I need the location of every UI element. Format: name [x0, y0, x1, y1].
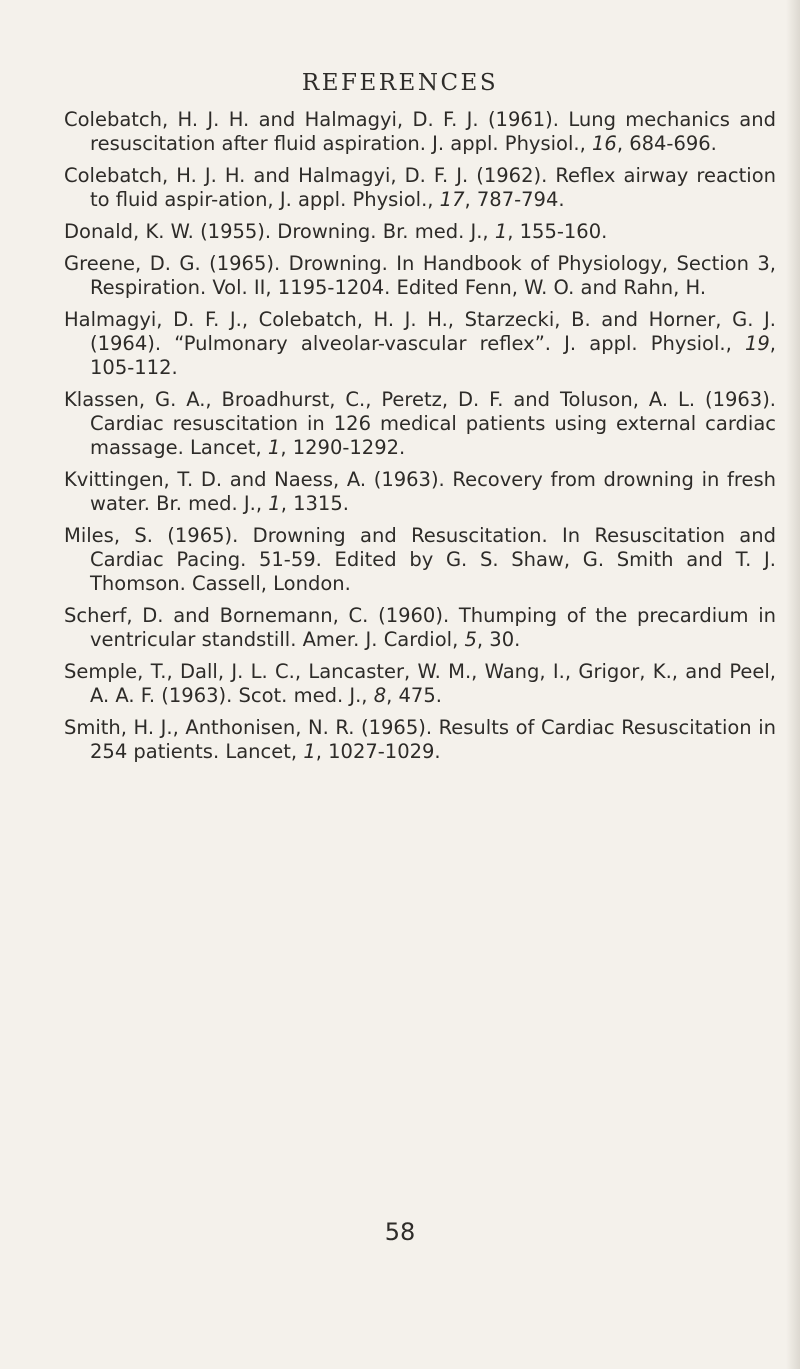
reference-item: [64, 524, 776, 596]
reference-volume: 1: [268, 492, 281, 515]
reference-text: Colebatch, H. J. H. and Halmagyi, D. F. J. (1962). Reflex airway reaction to fluid aspir-ation, J. appl. Physiol.,: [64, 164, 776, 211]
reference-text: Colebatch, H. J. H. and Halmagyi, D. F. J. (1961). Lung mechanics and resuscitation after fluid aspiration. J. appl. Physiol.,: [64, 108, 776, 155]
reference-item: [64, 468, 776, 516]
reference-text: Kvittingen, T. D. and Naess, A. (1963). Recovery from drowning in fresh water. Br. med. J.,: [64, 468, 776, 515]
page-heading: REFERENCES: [301, 70, 499, 96]
reference-volume: 16: [591, 132, 617, 155]
reference-item: [64, 108, 776, 156]
reference-list: [64, 108, 776, 772]
reference-pages: , 1290-1292.: [280, 436, 406, 459]
reference-volume: 1: [303, 740, 316, 763]
reference-volume: 1: [267, 436, 281, 459]
reference-volume: 8: [373, 684, 387, 707]
reference-pages: , 475.: [386, 684, 442, 707]
reference-text: Smith, H. J., Anthonisen, N. R. (1965). Results of Cardiac Resuscitation in 254 patients. Lancet,: [64, 716, 776, 763]
reference-item: [64, 388, 776, 460]
reference-pages: , 1027-1029.: [315, 740, 441, 763]
reference-pages: , 30.: [476, 628, 521, 651]
reference-volume: 19: [744, 332, 770, 355]
reference-pages: , 684-696.: [616, 132, 717, 155]
reference-text: Halmagyi, D. F. J., Colebatch, H. J. H., Starzecki, B. and Horner, G. J. (1964). “Pulmonary alveolar-vascular reflex”. J. appl. Physiol.,: [64, 308, 776, 355]
reference-text: Semple, T., Dall, J. L. C., Lancaster, W. M., Wang, I., Grigor, K., and Peel, A. A. F. (1963). Scot. med. J.,: [64, 660, 776, 707]
reference-text: Greene, D. G. (1965). Drowning. In Handbook of Physiology, Section 3, Respiration. Vol. II, 1195-1204. Edited Fenn, W. O. and Rahn, H.: [64, 252, 776, 299]
reference-item: [64, 164, 776, 212]
page-number: 58: [384, 1218, 416, 1246]
reference-text: Scherf, D. and Bornemann, C. (1960). Thumping of the precardium in ventricular standstill. Amer. J. Cardiol,: [64, 604, 776, 651]
reference-text: Klassen, G. A., Broadhurst, C., Peretz, D. F. and Toluson, A. L. (1963). Cardiac resuscitation in 126 medical patients using external cardiac massage. Lancet,: [64, 388, 776, 459]
reference-volume: 1: [494, 220, 508, 243]
reference-item: [64, 308, 776, 380]
reference-pages: , 787-794.: [464, 188, 565, 211]
reference-item: [64, 220, 776, 244]
reference-pages: , 105-112.: [90, 332, 776, 379]
reference-volume: 17: [439, 188, 465, 211]
reference-item: [64, 660, 776, 708]
reference-item: [64, 604, 776, 652]
reference-item: [64, 716, 776, 764]
page-edge-shadow: [786, 0, 800, 1369]
reference-text: Miles, S. (1965). Drowning and Resuscitation. In Resuscitation and Cardiac Pacing. 51-59. Edited by G. S. Shaw, G. Smith and T. J. Thomson. Cassell, London.: [64, 524, 776, 595]
reference-item: [64, 252, 776, 300]
reference-volume: 5: [464, 628, 477, 651]
reference-text: Donald, K. W. (1955). Drowning. Br. med. J.,: [64, 220, 495, 243]
reference-pages: , 155-160.: [507, 220, 608, 243]
reference-pages: , 1315.: [280, 492, 349, 515]
